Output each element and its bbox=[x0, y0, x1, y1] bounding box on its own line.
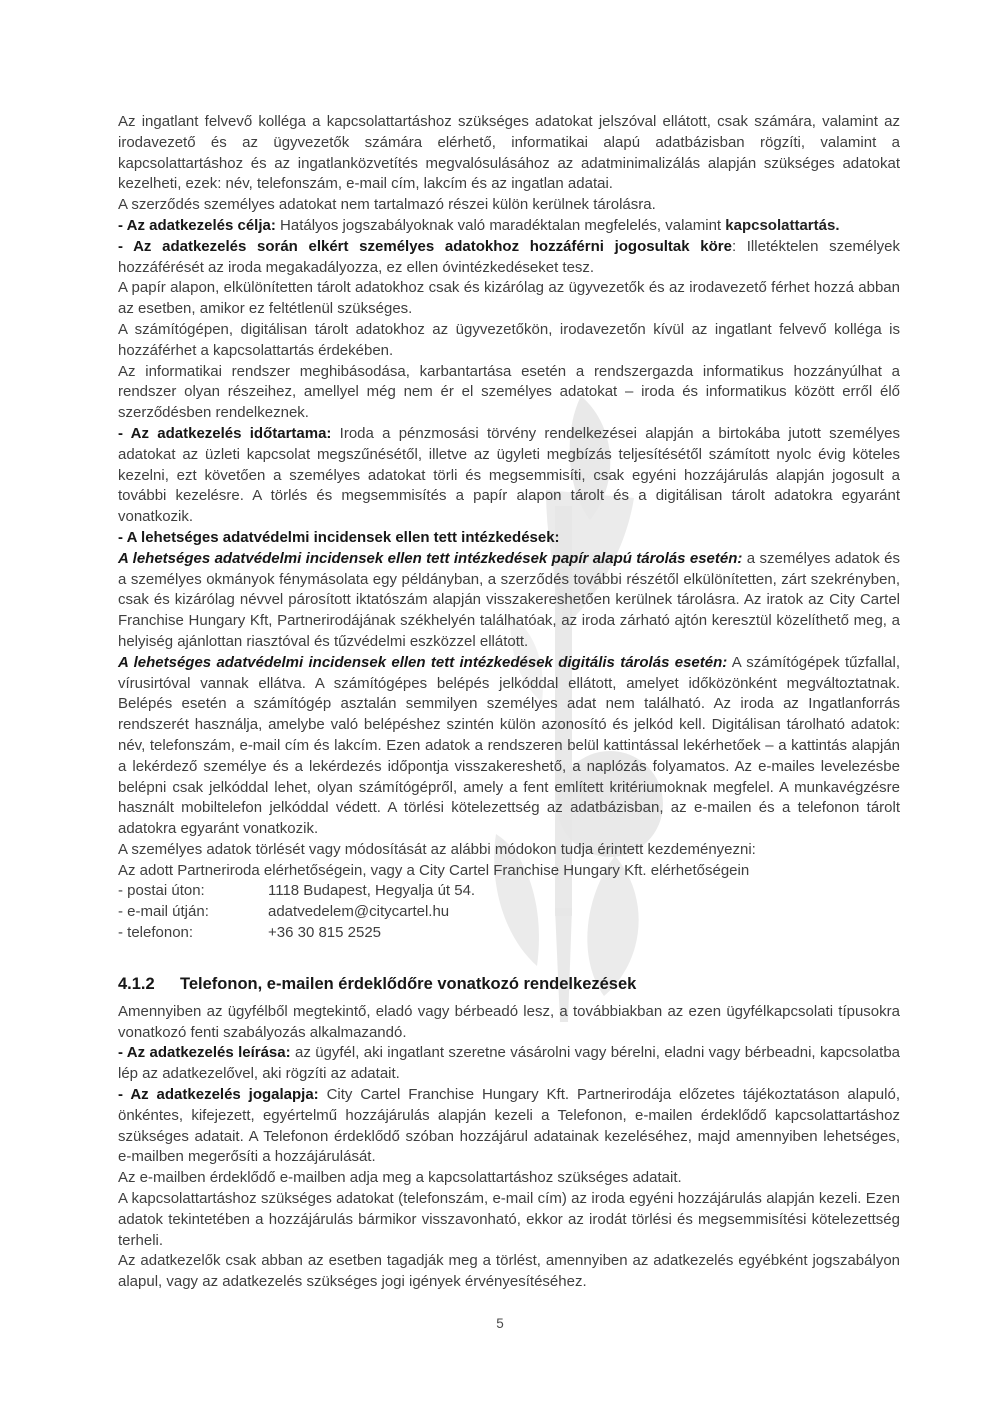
text-segment: - Az adatkezelés időtartama: bbox=[118, 424, 340, 442]
text-segment: Az adott Partneriroda elérhetőségein, vagy a City Cartel Franchise Hungary Kft. elérhetőségein bbox=[118, 861, 750, 879]
paragraph bbox=[118, 320, 900, 362]
text-segment: A személyes adatok törlését vagy módosítását az alábbi módokon tudja érintett kezdeményezni: bbox=[118, 840, 756, 858]
text-segment: - Az adatkezelés célja: bbox=[118, 216, 281, 234]
contact-row bbox=[118, 902, 900, 923]
text-segment: A lehetséges adatvédelmi incidensek ellen tett intézkedések digitális tárolás esetén: bbox=[118, 653, 728, 671]
contact-value: adatvedelem@citycartel.hu bbox=[268, 903, 450, 921]
text-segment: Az adatkezelők csak abban az esetben tagadják meg a törlést, amennyiben az adatkezelés egyébként jogszabályon alapul, vagy az adatkezelés szükséges jogi igények érvényesítéséhez. bbox=[118, 1252, 900, 1291]
text-segment: A szerződés személyes adatokat nem tartalmazó részei külön kerülnek tárolásra. bbox=[118, 196, 656, 214]
section-heading bbox=[118, 974, 900, 995]
paragraph bbox=[118, 278, 900, 320]
paragraph bbox=[118, 840, 900, 861]
text-segment: Amennyiben az ügyfélből megtekintő, eladó vagy bérbeadó lesz, a továbbiakban az ezen ügyfélkapcsolati típusokra vonatkozó fenti szabályozás alkalmazandó. bbox=[118, 1002, 900, 1041]
paragraph bbox=[118, 216, 900, 237]
contact-label: - e-mail útján: bbox=[118, 903, 209, 921]
contact-row bbox=[118, 923, 900, 944]
paragraph bbox=[118, 1043, 900, 1085]
text-segment: - Az adatkezelés során elkért személyes adatokhoz hozzáférni jogosultak köre bbox=[118, 237, 732, 255]
paragraph bbox=[118, 1251, 900, 1293]
contact-row bbox=[118, 881, 900, 902]
text-segment: Az informatikai rendszer meghibásodása, karbantartása esetén a rendszergazda informatikus hozzányúlhat a rendszer olyan részeihez, amellyel még nem ér el személyes adatokat – iroda és informatikus között erről élő szerződésben rendelkeznek. bbox=[118, 362, 900, 422]
paragraph bbox=[118, 237, 900, 279]
text-segment: - Az adatkezelés leírása: bbox=[118, 1044, 295, 1062]
text-segment: A számítógépek tűzfallal, vírusirtóval vannak ellátva. A számítógépes belépés jelkóddal ellátott, amelyet időközönként megváltoztatnak. Belépés esetén a számítógép asztalán semmilyen személyes adat nem található. Az iroda az Ingatlanforrás rendszerét használja, amelybe való belépéshez szintén külön azonosító és jelkód kell. Digitálisan tárolható adatok: név, telefonszám, e-mail cím és lakcím. Ezen adatok a rendszeren belül kattintással lekérhetőek – a kattintás alapján a lekérdező személye és a lekérdezés időpontja visszakereshető, a naplózás folyamatos. Az e-mailes levelezésbe belépni csak jelkóddal lehet, olyan számítógépről, amely a fent említett kritériumoknak megfelel. A munkavégzésre használt mobiltelefon jelkóddal védett. A törlési kötelezettség az adatbázisban, az e-mailen és a telefonon tárolt adatokra egyaránt vonatkozik. bbox=[118, 653, 901, 838]
page-number: 5 bbox=[496, 1316, 504, 1331]
text-segment: A számítógépen, digitálisan tárolt adatokhoz az ügyvezetőkön, irodavezetőn kívül az ingatlant felvevő kolléga is hozzáférhet a kapcsolattartás érdekében. bbox=[118, 320, 900, 359]
text-segment: Az e-mailben érdeklődő e-mailben adja meg a kapcsolattartáshoz szükséges adatait. bbox=[118, 1169, 682, 1187]
contact-value: +36 30 815 2525 bbox=[268, 924, 382, 942]
text-segment: Az ingatlant felvevő kolléga a kapcsolattartáshoz szükséges adatokat jelszóval ellátott, csak számára, valamint az irodavezető és az ügyvezetők számára elérhető, informatikai alapú adatbázisban rögzíti, valamint a kapcsolattartáshoz és az ingatlanközvetítés megvalósulásához az adatminimalizálás alapján szükséges adatokat kezelheti, ezek: név, telefonszám, e-mail cím, lakcím és az ingatlan adatai. bbox=[118, 113, 900, 193]
text-segment: A papír alapon, elkülönítetten tárolt adatokhoz csak és kizárólag az ügyvezetők és az irodavezető férhet hozzá abban az esetben, amikor ez feltétlenül szükséges. bbox=[118, 279, 900, 318]
paragraph bbox=[118, 1002, 900, 1044]
paragraph bbox=[118, 549, 900, 653]
paragraph bbox=[118, 362, 900, 424]
text-segment: Hatályos jogszabályoknak való maradéktalan megfelelés, valamint bbox=[280, 216, 726, 234]
section-number: 4.1.2 bbox=[118, 974, 155, 993]
text-segment: Iroda a pénzmosási törvény rendelkezései alapján a birtokába jutott személyes adatokat az üzleti kapcsolat megszűnésétől, illetve az ügyleti megbízás teljesítésétől számított nyolc évig köteles kezelni, ezt követően a személyes adatokat törli és megsemmisíti, csak egyéni hozzájárulás alapján jogosult a további kezelésre. A törlés és megsemmisítés a papír alapon tárolt és a digitálisan tárolt adatokra egyaránt vonatkozik. bbox=[118, 424, 901, 526]
text-segment: kapcsolattartás. bbox=[725, 216, 840, 234]
text-segment: - Az adatkezelés jogalapja: bbox=[118, 1086, 327, 1104]
contact-value: 1118 Budapest, Hegyalja út 54. bbox=[268, 882, 476, 900]
paragraph bbox=[118, 112, 900, 195]
text-segment: a személyes adatok és a személyes okmányok fénymásolata egy példányban, a szerződés további részétől elkülönítetten, zárt szekrényben, csak és kizárólag névvel párosított iktatószám alapján visszakereshetően kerülnek tárolásra. Az iratok az City Cartel Franchise Hungary Kft, Partnerirodájának székhelyén találhatóak, az iroda zárható ajtón keresztül közelíthető meg, a helyiség ajánlottan riasztóval és tűzvédelmi eszközzel ellátott. bbox=[118, 549, 900, 650]
text-segment: az ügyfél, aki ingatlant szeretne vásárolni vagy bérelni, eladni vagy bérbeadni, kapcsolatba lép az adatkezelővel, aki rögzíti az adatait. bbox=[118, 1044, 900, 1083]
text-segment: - A lehetséges adatvédelmi incidensek ellen tett intézkedések: bbox=[118, 528, 560, 546]
contact-label: - postai úton: bbox=[118, 882, 205, 900]
text-segment: City Cartel Franchise Hungary Kft. Partnerirodája előzetes tájékoztatáson alapuló, önkéntes, kifejezett, egyértelmű hozzájárulás alapján kezeli a Telefonon, e-mailen érdeklődő kapcsolattartáshoz szükséges adatait. A Telefonon érdeklődő szóban hozzájárul adatainak kezeléséhez, majd amennyiben lehetséges, e-mailben megerősíti a hozzájárulását. bbox=[118, 1086, 900, 1166]
paragraph bbox=[118, 195, 900, 216]
text-segment: A kapcsolattartáshoz szükséges adatokat (telefonszám, e-mail cím) az iroda egyéni hozzájárulás alapján kezeli. Ezen adatok tekintetében a hozzájárulás bármikor visszavonható, ekkor az irodát törlési és megsemmisítési kötelezettség terheli. bbox=[118, 1190, 900, 1249]
paragraph bbox=[118, 424, 900, 528]
section-title: Telefonon, e-mailen érdeklődőre vonatkozó rendelkezések bbox=[180, 974, 637, 993]
paragraph bbox=[118, 1085, 900, 1168]
paragraph bbox=[118, 861, 900, 882]
text-segment: : Illetéktelen személyek hozzáférését az iroda megakadályozza, ez ellen óvintézkedéseket tesz. bbox=[118, 237, 900, 276]
paragraph bbox=[118, 528, 900, 549]
document-body bbox=[118, 112, 900, 1293]
paragraph bbox=[118, 1168, 900, 1189]
paragraph bbox=[118, 653, 900, 840]
contact-label: - telefonon: bbox=[118, 924, 194, 942]
paragraph bbox=[118, 1189, 900, 1251]
text-segment: A lehetséges adatvédelmi incidensek ellen tett intézkedések papír alapú tárolás esetén: bbox=[118, 549, 743, 567]
